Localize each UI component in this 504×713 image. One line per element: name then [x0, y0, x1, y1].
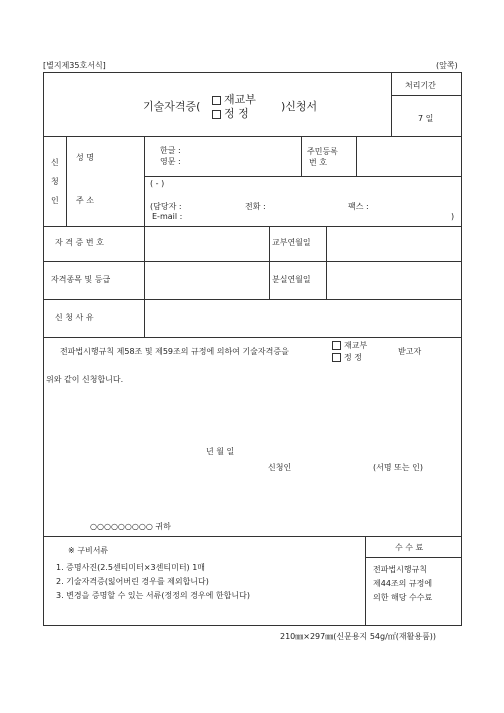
statement-line-1-end: 받고자	[398, 347, 422, 356]
contact-person-field[interactable]: (담당자 :	[150, 202, 182, 211]
lost-date-label: 분실연월일	[272, 275, 311, 284]
reason-label: 신 청 사 유	[55, 313, 94, 322]
signature-label: (서명 또는 인)	[373, 463, 423, 472]
statement-option-reissue: 재교부	[332, 340, 367, 351]
divider	[365, 557, 461, 558]
divider	[144, 136, 145, 337]
phone-field[interactable]: 전화 :	[245, 202, 266, 211]
required-doc-2: 2. 기술자격증(잃어버린 경우를 제외합니다)	[56, 577, 209, 586]
rrn-label-2: 번 호	[309, 158, 327, 167]
title-option-correction: 정 정	[212, 105, 249, 121]
fee-line-3: 의한 해당 수수료	[373, 593, 433, 602]
date-line: 년 월 일	[206, 447, 235, 456]
divider	[44, 136, 461, 137]
applicant-label-3: 인	[51, 196, 59, 205]
name-english-field[interactable]: 영문 :	[160, 157, 181, 166]
applicant-label-1: 신	[51, 158, 59, 167]
divider	[44, 337, 461, 338]
required-doc-1: 1. 증명사진(2.5센티미터×3센티미터) 1매	[56, 563, 206, 572]
email-field[interactable]: E-mail :	[152, 212, 183, 221]
title-suffix: )신청서	[281, 100, 318, 113]
fee-label: 수 수 료	[395, 543, 424, 552]
applicant-label-2: 청	[51, 177, 59, 186]
cert-number-label: 자 격 증 번 호	[55, 238, 104, 247]
postal-code-field[interactable]: ( - )	[150, 179, 165, 188]
divider	[144, 176, 461, 177]
fee-line-1: 전파법시행규칙	[373, 565, 428, 574]
divider	[391, 95, 461, 96]
fax-field[interactable]: 팩스 :	[348, 202, 369, 211]
divider	[44, 299, 461, 300]
recipient-line: ○○○○○○○○○ 귀하	[90, 522, 171, 531]
fee-line-2: 제44조의 규정에	[373, 579, 433, 588]
statement-line-1: 전파법시행규칙 제58조 및 제59조의 규정에 의하여 기술자격증을	[60, 347, 289, 356]
statement-line-2: 위와 같이 신청합니다.	[46, 375, 124, 384]
divider	[44, 226, 461, 227]
cert-type-label: 자격종목 및 등급	[51, 275, 111, 284]
divider	[365, 536, 366, 625]
processing-period-label: 처리기간	[405, 81, 436, 90]
rrn-label-1: 주민등록	[307, 147, 338, 156]
checkbox-icon	[212, 96, 221, 105]
divider	[356, 136, 357, 176]
required-docs-title: ※ 구비서류	[68, 546, 109, 555]
checkbox-icon	[212, 110, 221, 119]
statement-option-correction: 정 정	[332, 352, 362, 363]
divider	[326, 226, 327, 299]
divider	[66, 136, 67, 226]
title-option-reissue: 재교부	[212, 91, 256, 107]
title-prefix: 기술자격증(	[143, 100, 201, 113]
address-close-paren: )	[451, 212, 455, 221]
required-doc-3: 3. 변경을 증명할 수 있는 서류(정정의 경우에 한합니다)	[56, 591, 250, 600]
divider	[44, 536, 461, 537]
form-number: [별지제35호서식]	[43, 61, 106, 70]
divider	[269, 226, 270, 299]
processing-period-value: 7 일	[418, 114, 434, 123]
name-korean-field[interactable]: 한글 :	[160, 146, 181, 155]
address-label: 주 소	[76, 196, 94, 205]
name-label: 성 명	[76, 153, 94, 162]
applicant-sign-label: 신청인	[268, 463, 292, 472]
divider	[391, 73, 392, 136]
issue-date-label: 교부연월일	[272, 238, 311, 247]
page-side-label: (앞쪽)	[436, 61, 458, 70]
divider	[301, 136, 302, 176]
divider	[44, 261, 461, 262]
checkbox-icon	[332, 353, 341, 362]
checkbox-icon	[332, 341, 341, 350]
paper-spec-footer: 210㎜×297㎜(신문용지 54g/㎡(재활용품))	[280, 632, 437, 641]
